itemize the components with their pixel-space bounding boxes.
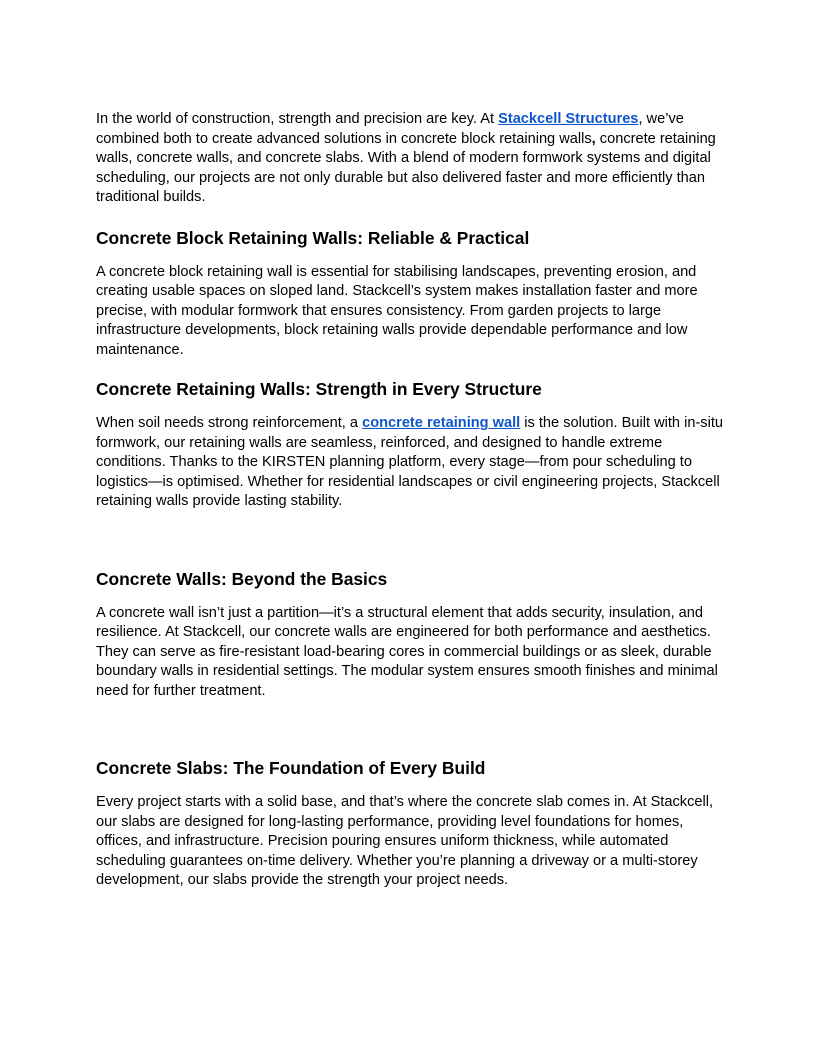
- retaining-walls-text-end: is the solution. Built with in-situ formwork, our retaining walls are seamless, reinforced, and designed to handle extreme conditions. Thanks to the KIRSTEN planning platform, every stage—from pour scheduling to logistics—is optimised. Whether for residential landscapes or civil engineering projects, Stackcell retaining walls provide lasting stability.: [96, 415, 724, 509]
- intro-paragraph: [96, 110, 724, 208]
- concrete-slabs-paragraph: Every project starts with a solid base, and that’s where the concrete slab comes in. At Stackcell, our slabs are designed for long-lasting performance, providing level foundations for homes, offices, and infrastructure. Precision pouring ensures uniform thickness, while automated scheduling guarantees on-time delivery. Whether you’re planning a driveway or a multi-storey development, our slabs provide the strength your project needs.: [96, 794, 714, 888]
- retaining-walls-paragraph: [96, 414, 724, 512]
- stackcell-structures-link[interactable]: Stackcell Structures: [498, 111, 639, 127]
- intro-text-start: In the world of construction, strength and precision are key. At: [96, 111, 499, 127]
- intro-text-middle: , we’ve combined both to create advanced solutions in concrete block retaining walls: [96, 111, 684, 147]
- retaining-walls-text-start: When soil needs strong reinforcement, a: [96, 415, 363, 431]
- intro-text-end: concrete retaining walls, concrete walls, and concrete slabs. With a blend of modern formwork systems and digital scheduling, our projects are not only durable but also delivered faster and more efficiently than traditional builds.: [96, 130, 716, 205]
- concrete-slabs-heading: Concrete Slabs: The Foundation of Every Build: [96, 758, 486, 778]
- document-page: [96, 110, 724, 891]
- concrete-retaining-wall-link[interactable]: concrete retaining wall: [362, 415, 521, 431]
- concrete-walls-heading: Concrete Walls: Beyond the Basics: [96, 568, 388, 589]
- block-retaining-walls-heading: Concrete Block Retaining Walls: Reliable & Practical: [96, 227, 530, 248]
- intro-bold-comma: ,: [591, 130, 596, 147]
- block-retaining-walls-paragraph: A concrete block retaining wall is essential for stabilising landscapes, preventing erosion, and creating usable spaces on sloped land. Stackcell’s system makes installation faster and more precise, with modular formwork that ensures consistency. From garden projects to large infrastructure developments, block retaining walls provide dependable performance and low maintenance.: [96, 263, 698, 358]
- retaining-walls-heading: Concrete Retaining Walls: Strength in Every Structure: [96, 379, 542, 399]
- concrete-walls-paragraph: A concrete wall isn’t just a partition—it’s a structural element that adds security, insulation, and resilience. At Stackcell, our concrete walls are engineered for both performance and aesthetics. They can serve as fire-resistant load-bearing cores in commercial buildings or as sleek, durable boundary walls in residential settings. The modular system ensures smooth finishes and minimal need for further treatment.: [96, 604, 718, 699]
